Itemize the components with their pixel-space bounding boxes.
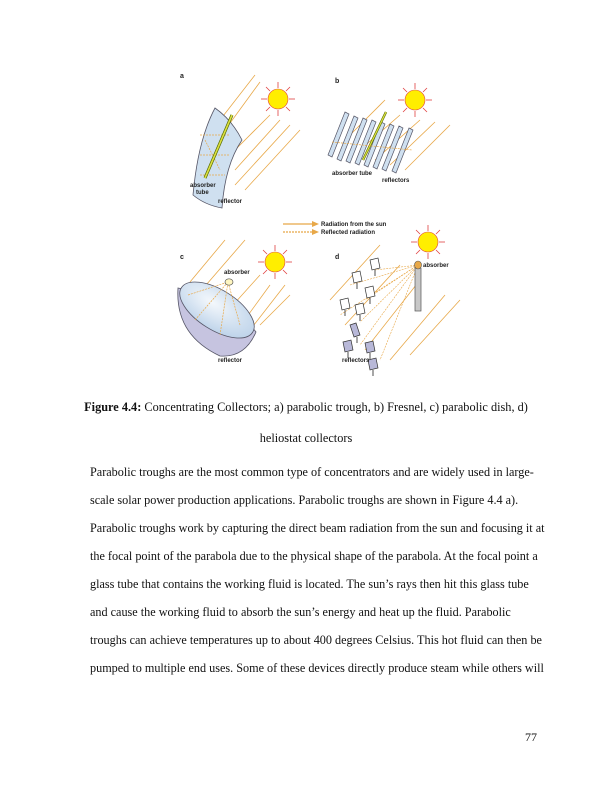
label-reflectors: reflectors xyxy=(382,178,410,184)
body-line: the focal point of the parabola due to the physical shape of the parabola. At the focal point a xyxy=(90,549,538,563)
panel-b-fresnel xyxy=(328,78,450,184)
sun-icon xyxy=(258,245,292,279)
label-absorber: absorber xyxy=(423,263,449,269)
legend-radiation-from-sun: Radiation from the sun xyxy=(321,222,387,228)
label-absorber-tube: absorber tube xyxy=(332,171,373,177)
label-absorber: absorber xyxy=(224,270,250,276)
sun-icon xyxy=(261,82,295,116)
sun-icon xyxy=(411,225,445,259)
figure-caption xyxy=(60,400,552,414)
panel-c-letter: c xyxy=(180,254,184,261)
body-line: pumped to multiple end uses. Some of these devices directly produce steam while others will xyxy=(90,661,544,675)
panel-b-letter: b xyxy=(335,78,340,85)
figure-legend xyxy=(283,221,387,236)
label-reflector: reflector xyxy=(218,358,243,364)
sun-icon xyxy=(398,83,432,117)
label-absorber: absorber xyxy=(190,183,216,189)
body-line: and cause the working fluid to absorb the sun’s energy and heat up the fluid. Parabolic xyxy=(90,605,511,619)
panel-a-letter: a xyxy=(180,73,184,80)
body-line: troughs can achieve temperatures up to about 400 degrees Celsius. This hot fluid can then be xyxy=(90,633,542,647)
body-line: scale solar power production applications. Parabolic troughs are shown in Figure 4.4 a). xyxy=(90,493,519,507)
body-line: Parabolic troughs work by capturing the direct beam radiation from the sun and focusing it at xyxy=(90,521,545,535)
panel-a-parabolic-trough xyxy=(180,73,300,208)
solar-tower xyxy=(415,268,421,311)
label-tube: tube xyxy=(196,190,209,196)
label-reflector: reflector xyxy=(218,199,243,205)
figure-label: Figure 4.4: xyxy=(84,400,142,414)
figure-illustration xyxy=(160,60,470,380)
concentrating-collectors-figure xyxy=(160,60,470,380)
tower-absorber xyxy=(415,261,422,269)
panel-c-parabolic-dish xyxy=(171,240,292,364)
panel-d-heliostat xyxy=(330,225,460,376)
body-line: Parabolic troughs are the most common type of concentrators and are widely used in large- xyxy=(90,465,534,479)
caption-text-line1: Concentrating Collectors; a) parabolic trough, b) Fresnel, c) parabolic dish, d) xyxy=(141,400,528,414)
dish-absorber xyxy=(225,279,233,285)
body-line: glass tube that contains the working fluid is located. The sun’s rays then hit this glass tube xyxy=(90,577,529,591)
label-reflectors: reflectors xyxy=(342,358,370,364)
panel-d-letter: d xyxy=(335,254,340,261)
page-number: 77 xyxy=(525,730,537,744)
caption-text-line2: heliostat collectors xyxy=(259,431,353,445)
legend-reflected-radiation: Reflected radiation xyxy=(321,230,376,236)
